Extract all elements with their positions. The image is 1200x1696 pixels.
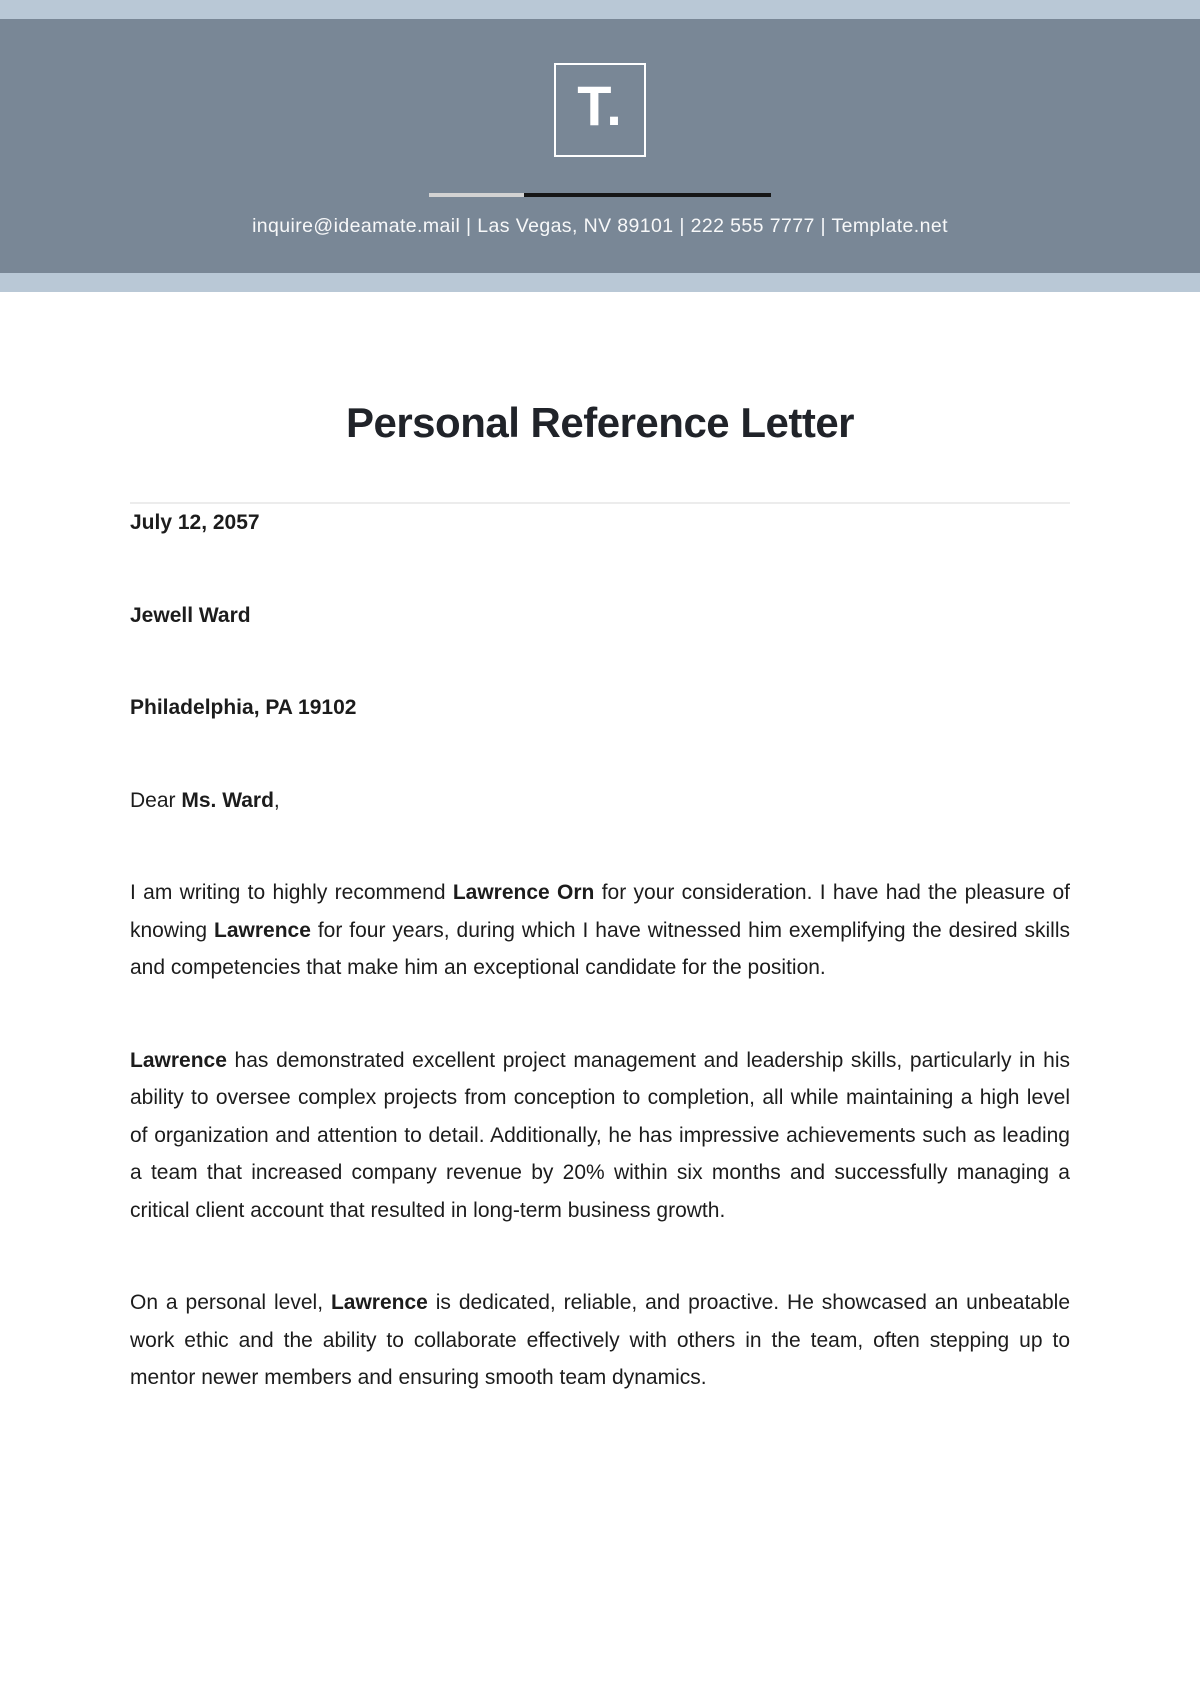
letter-date: July 12, 2057 <box>130 511 260 534</box>
text-run: On a personal level, <box>130 1291 331 1314</box>
letterhead <box>0 19 1200 273</box>
header-bottom-accent-strip <box>0 273 1200 292</box>
text-run: has demonstrated excellent project management and leadership skills, particularly in his ability to oversee complex projects from conception to completion, all while maintaining a high level of organization and attention to detail. Additionally, he has impressive achievements such as leading a team that increased company revenue by 20% within six months and successfully managing a critical client account that resulted in long-term business growth. <box>130 1048 1070 1222</box>
text-run: is dedicated, reliable, and proactive. He showcased an unbeatable work ethic and the ability to collaborate effectively with others in the team, often stepping up to mentor newer members and ensuring smooth team dynamics. <box>130 1291 1070 1389</box>
recipient-name: Jewell Ward <box>130 603 251 627</box>
text-run: , <box>273 788 280 812</box>
decorative-line-light-segment <box>429 193 524 197</box>
letter-paragraph <box>130 1284 1070 1397</box>
salutation <box>130 782 1070 820</box>
bold-text-run: Lawrence <box>214 918 311 942</box>
document-title: Personal Reference Letter <box>345 399 855 446</box>
letter-paragraph <box>130 874 1070 987</box>
top-accent-strip <box>0 0 1200 19</box>
recipient-address: Philadelphia, PA 19102 <box>130 696 357 719</box>
letter-paragraphs <box>130 874 1070 1397</box>
logo-monogram: T. <box>577 74 623 137</box>
letter-body <box>0 292 1200 1397</box>
bold-text-run: Lawrence Orn <box>452 881 595 904</box>
letter-paragraph <box>130 1042 1070 1230</box>
contact-info: inquire@ideamate.mail | Las Vegas, NV 89101 | 222 555 7777 | Template.net <box>252 215 948 237</box>
bold-text-run: Ms. Ward <box>181 788 274 812</box>
text-run: Dear <box>130 788 182 812</box>
bold-text-run: Lawrence <box>130 1048 227 1072</box>
text-run: I am writing to highly recommend <box>130 881 453 904</box>
bold-text-run: Lawrence <box>330 1291 428 1314</box>
company-logo <box>554 63 646 157</box>
text-run: for your consideration. I have had the pleasure of knowing <box>130 881 1070 942</box>
text-run: for four years, during which I have witnessed him exemplifying the desired skills and competencies that make him an exceptional candidate for the position. <box>130 918 1070 979</box>
decorative-line-dark-segment <box>524 193 771 197</box>
decorative-line <box>429 193 771 197</box>
